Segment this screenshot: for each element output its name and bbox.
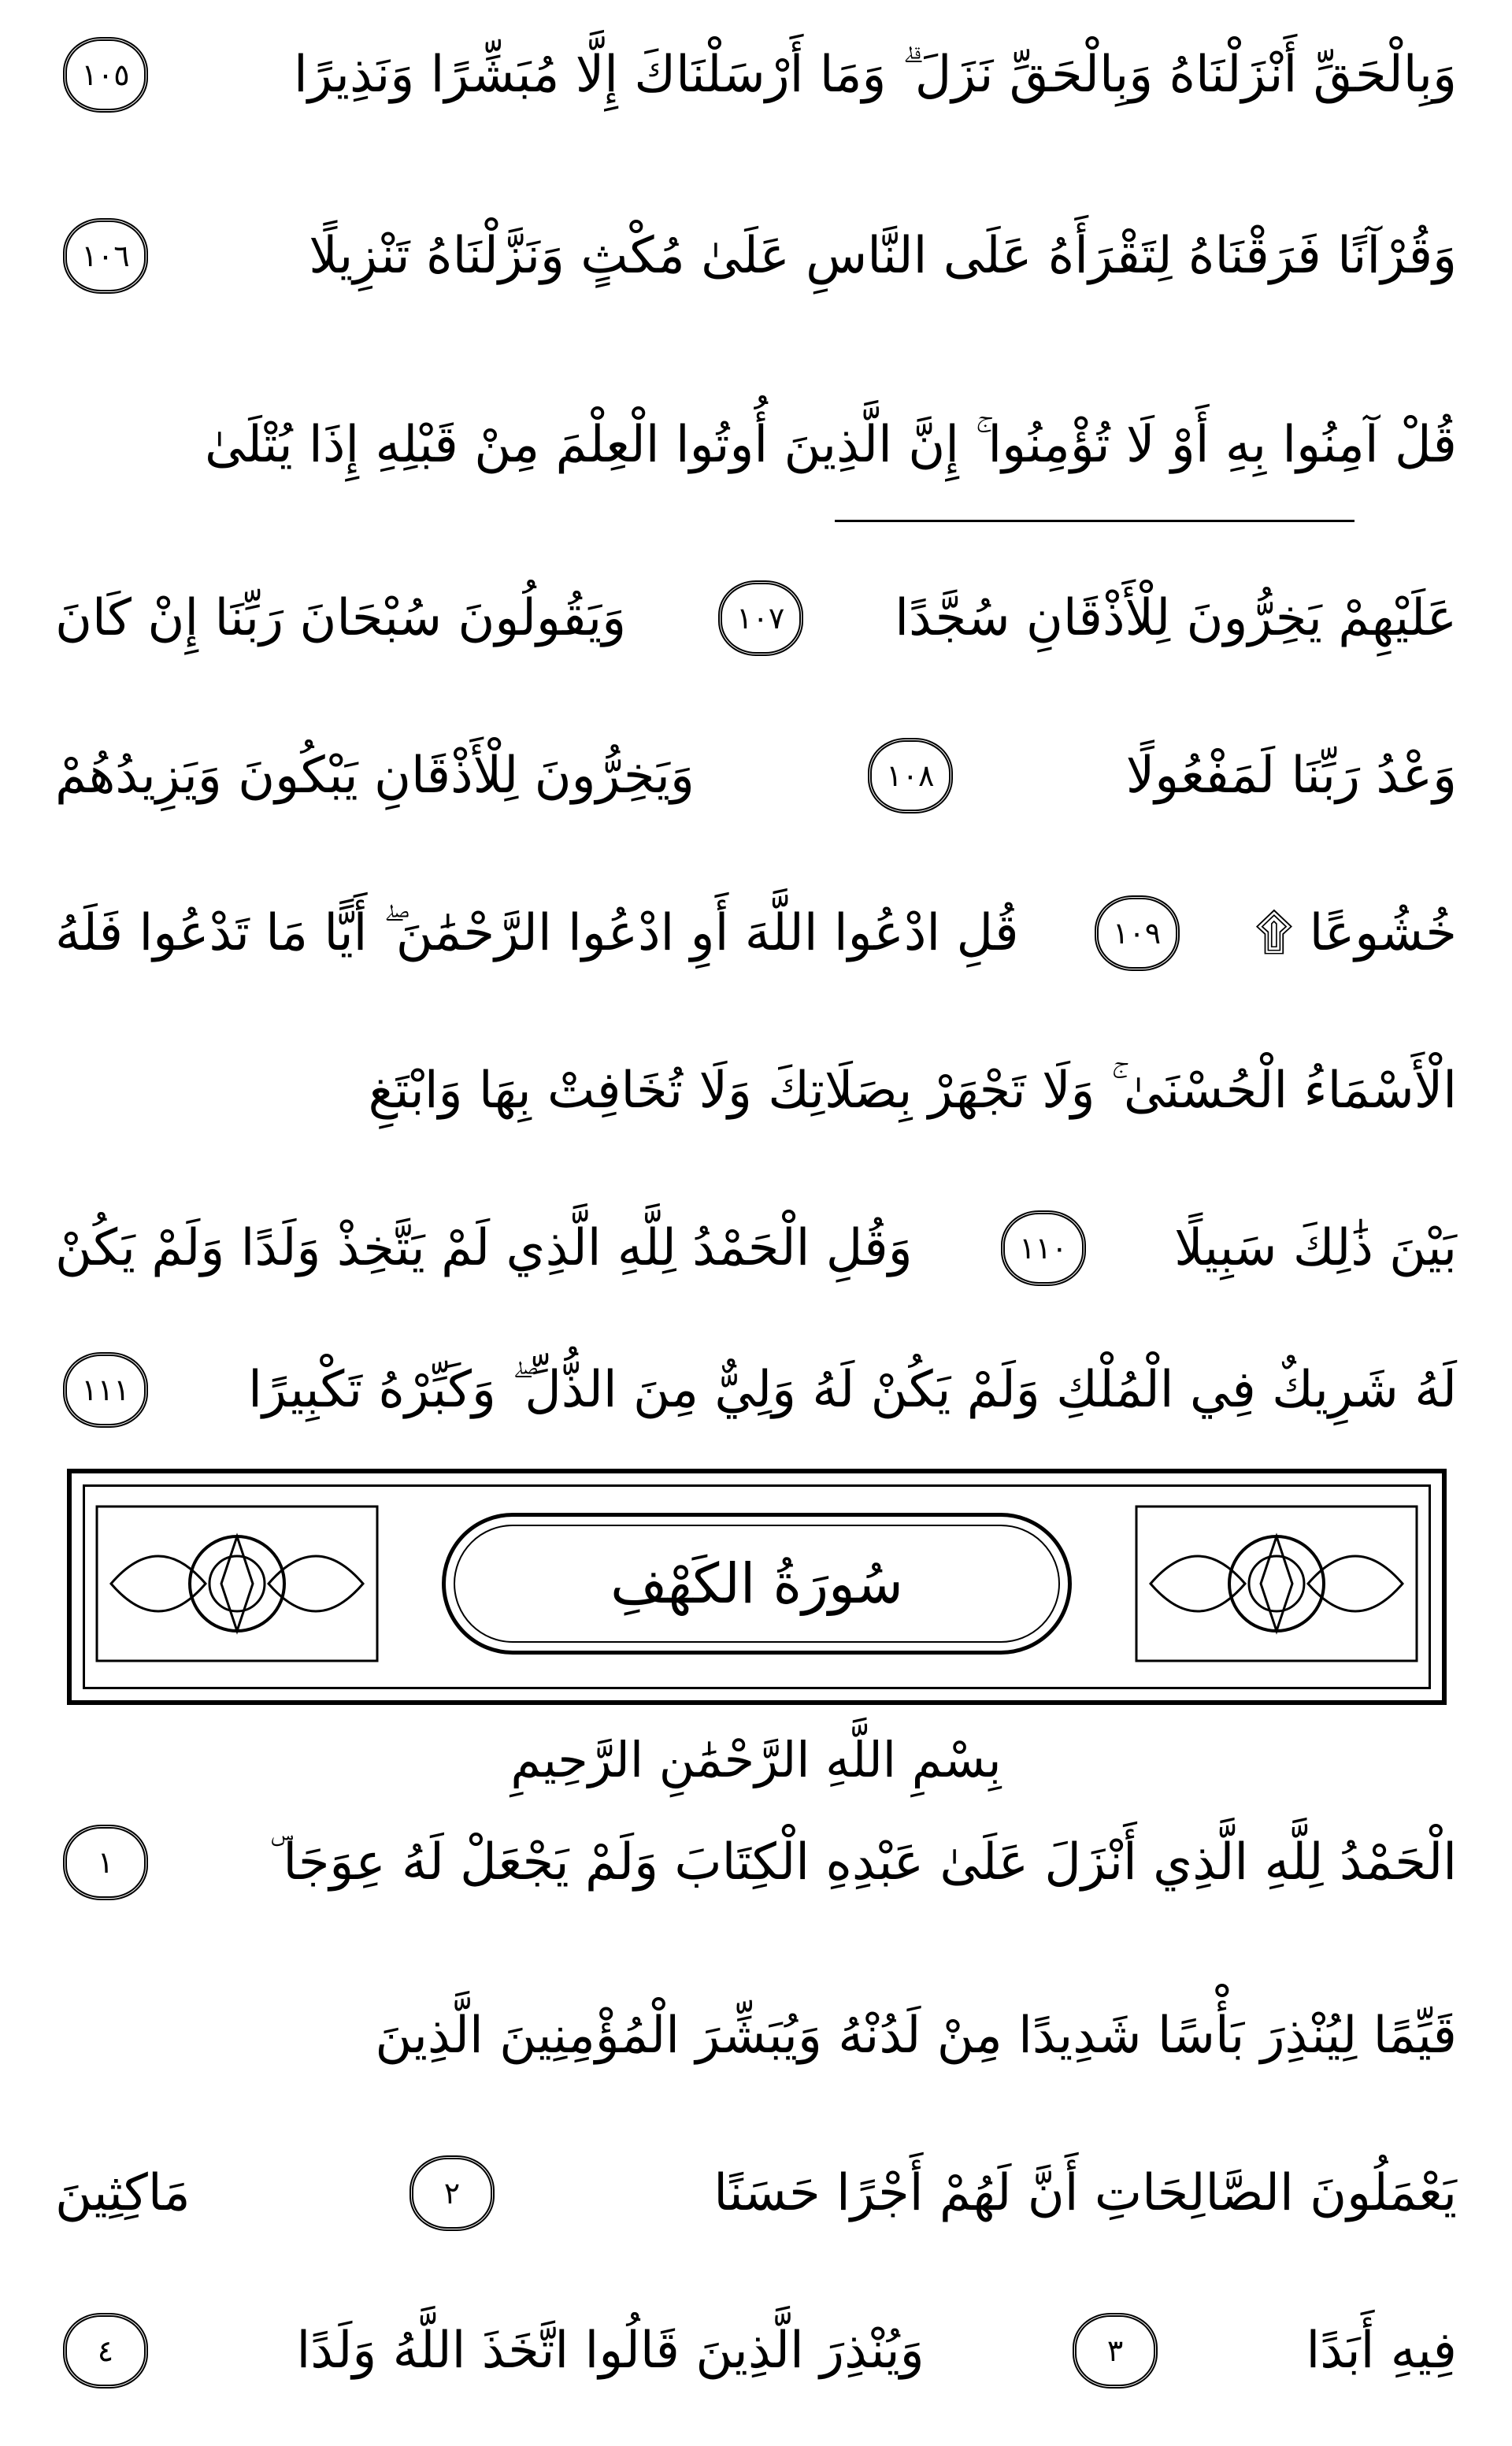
verse-line-1 — [55, 24, 1457, 126]
verse-text: وَيَقُولُونَ سُبْحَانَ رَبِّنَا إِنْ كَانَ — [55, 589, 627, 647]
ayah-number-marker: ٤ — [63, 2313, 148, 2389]
verse-text: الْحَمْدُ لِلَّهِ الَّذِي أَنْزَلَ عَلَىٰ عَبْدِهِ الْكِتَابَ وَلَمْ يَجْعَلْ لَهُ عِوَجَا ۜ — [270, 1833, 1457, 1892]
verse-text: قُلْ آمِنُوا بِهِ أَوْ لَا تُؤْمِنُوا ۚ إِنَّ الَّذِينَ أُوتُوا الْعِلْمَ مِنْ قَبْلِهِ إِذَا يُتْلَىٰ — [205, 416, 1457, 474]
verse-line-8 — [55, 1197, 1457, 1299]
verse-text: بَيْنَ ذَٰلِكَ سَبِيلًا — [1174, 1219, 1457, 1277]
ayah-number-marker: ١٠٩ — [1095, 895, 1180, 971]
verse-text: قُلِ ادْعُوا اللَّهَ أَوِ ادْعُوا الرَّحْمَٰنَ ۖ أَيًّا مَا تَدْعُوا فَلَهُ — [55, 904, 1019, 962]
verse-text: فِيهِ أَبَدًا — [1306, 2322, 1457, 2380]
verse-text: الْأَسْمَاءُ الْحُسْنَىٰ ۚ وَلَا تَجْهَرْ بِصَلَاتِكَ وَلَا تُخَافِتْ بِهَا وَابْتَغِ — [368, 1062, 1457, 1120]
verse-text: وَبِالْحَقِّ أَنْزَلْنَاهُ وَبِالْحَقِّ نَزَلَ ۗ وَمَا أَرْسَلْنَاكَ إِلَّا مُبَشِّرًا وَنَذِيرًا — [294, 46, 1457, 104]
verse-text: وَيُنْذِرَ الَّذِينَ قَالُوا اتَّخَذَ اللَّهُ وَلَدًا — [296, 2322, 925, 2380]
ayah-number-marker: ٣ — [1073, 2313, 1158, 2389]
ayah-number-marker: ١٠٥ — [63, 37, 148, 113]
verse-line-5 — [55, 725, 1457, 827]
verse-text: وَقُلِ الْحَمْدُ لِلَّهِ الَّذِي لَمْ يَتَّخِذْ وَلَدًا وَلَمْ يَكُنْ — [55, 1219, 913, 1277]
verse-line-9 — [55, 1339, 1457, 1441]
ayah-number-marker: ٢ — [410, 2155, 495, 2231]
surah-title-cartouche — [442, 1513, 1072, 1655]
verse-line-3 — [55, 394, 1457, 496]
verse-text: وَيَخِرُّونَ لِلْأَذْقَانِ يَبْكُونَ وَيَزِيدُهُمْ — [55, 747, 695, 805]
verse-line-2 — [55, 205, 1457, 307]
ayah-number-marker: ١٠٨ — [868, 738, 953, 813]
ayah-number-marker: ١٠٦ — [63, 218, 148, 294]
arabesque-ornament-icon — [1135, 1505, 1418, 1662]
verse-text: قَيِّمًا لِيُنْذِرَ بَأْسًا شَدِيدًا مِنْ لَدُنْهُ وَيُبَشِّرَ الْمُؤْمِنِينَ الَّذِينَ — [375, 2007, 1457, 2065]
sajdah-overline — [835, 520, 1354, 522]
verse-line-7 — [55, 1040, 1457, 1142]
verse-line-12 — [55, 2142, 1457, 2244]
verse-text: عَلَيْهِمْ يَخِرُّونَ لِلْأَذْقَانِ سُجَّدًا — [895, 589, 1457, 647]
verse-text: لَهُ شَرِيكٌ فِي الْمُلْكِ وَلَمْ يَكُنْ لَهُ وَلِيٌّ مِنَ الذُّلِّ ۖ وَكَبِّرْهُ تَكْبِيرًا — [248, 1361, 1457, 1419]
verse-line-6 — [55, 882, 1457, 984]
surah-header-frame — [67, 1469, 1447, 1705]
verse-line-4 — [55, 567, 1457, 669]
verse-text: وَعْدُ رَبِّنَا لَمَفْعُولًا — [1125, 747, 1457, 805]
verse-text: خُشُوعًا ۩ — [1254, 904, 1457, 962]
verse-text: وَقُرْآنًا فَرَقْنَاهُ لِتَقْرَأَهُ عَلَى النَّاسِ عَلَىٰ مُكْثٍ وَنَزَّلْنَاهُ تَنْزِيلًا — [309, 227, 1457, 285]
verse-line-13 — [55, 2300, 1457, 2402]
ayah-number-marker: ١ — [63, 1825, 148, 1900]
surah-title: سُورَةُ الكَهْفِ — [610, 1551, 903, 1616]
ayah-number-marker: ١١٠ — [1001, 1210, 1086, 1286]
verse-line-11 — [55, 1985, 1457, 2087]
arabesque-ornament-icon — [95, 1505, 379, 1662]
ayah-number-marker: ١١١ — [63, 1352, 148, 1428]
basmala: بِسْمِ اللَّهِ الرَّحْمَٰنِ الرَّحِيمِ — [510, 1731, 1002, 1788]
ayah-number-marker: ١٠٧ — [718, 580, 803, 656]
verse-line-10 — [55, 1811, 1457, 1914]
verse-text: مَاكِثِينَ — [55, 2164, 191, 2222]
verse-text: يَعْمَلُونَ الصَّالِحَاتِ أَنَّ لَهُمْ أَجْرًا حَسَنًا — [713, 2164, 1457, 2222]
